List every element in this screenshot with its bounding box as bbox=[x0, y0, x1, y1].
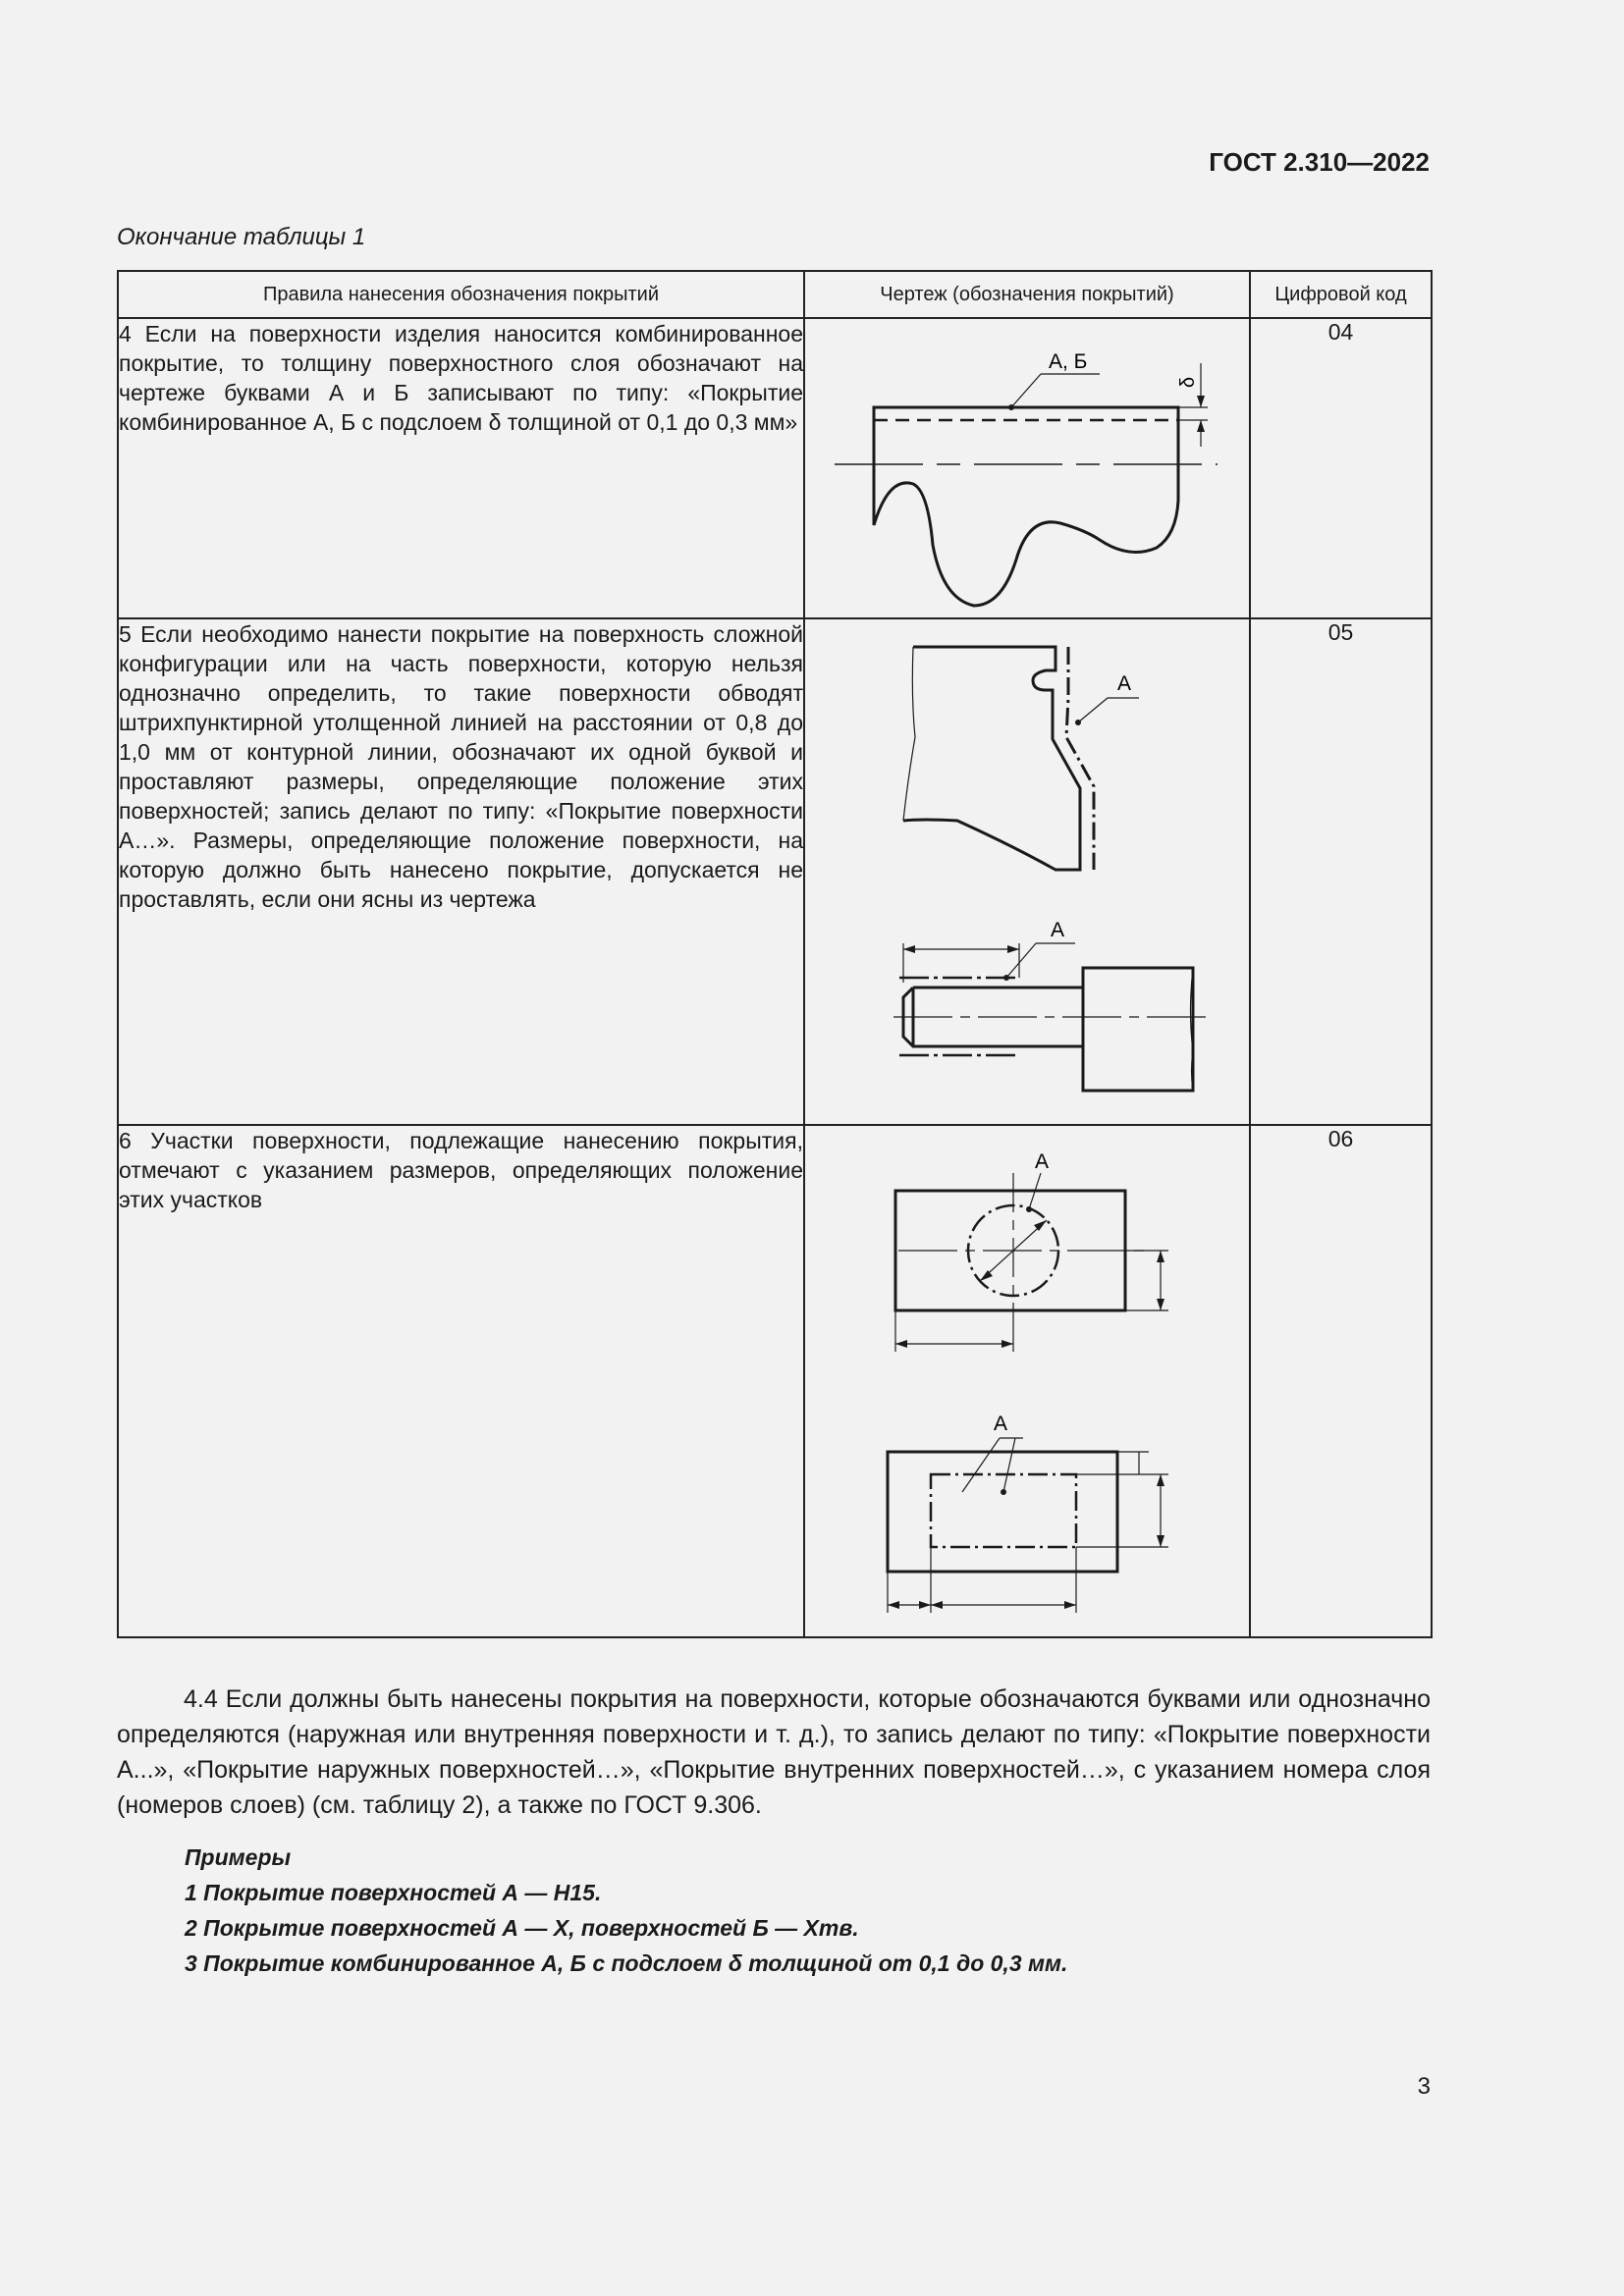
page-number: 3 bbox=[1417, 2073, 1431, 2100]
table-caption: Окончание таблицы 1 bbox=[117, 224, 366, 250]
label-a: А bbox=[994, 1413, 1008, 1435]
complex-surface-drawing bbox=[805, 619, 1247, 1122]
table-row bbox=[118, 1125, 1432, 1637]
rule-text: 4 Если на поверхности изделия наносится комбинированное покрытие, то толщину поверхностного слоя обозначают на чертеже буквами А и Б записывают по типу: «Покрытие комбинированное А, Б с подслоем δ толщиной от 0,1 до 0,3 мм» bbox=[118, 318, 804, 618]
delta-label: δ bbox=[1177, 376, 1199, 388]
example-item: 1 Покрытие поверхностей А — Н15. bbox=[185, 1880, 602, 1905]
example-item: 2 Покрытие поверхностей А — Х, поверхностей Б — Хтв. bbox=[185, 1915, 859, 1941]
drawing-cell bbox=[804, 1125, 1250, 1637]
rule-text: 5 Если необходимо нанести покрытие на поверхность сложной конфигурации или на часть поверхности, которую нельзя однозначно определить, то такие поверхности обводят штрихпунктирной утолщенной линией на расстоянии от 0,8 до 1,0 мм от контурной линии, обозначают их одной буквой и проставляют размеры, определяющие положение этих поверхностей; запись делают по типу: «Покрытие поверхности А…». Размеры, определяющие положение поверхности, на которую должно быть нанесено покрытие, допускается не проставлять, если они ясны из чертежа bbox=[118, 618, 804, 1125]
label-a: А bbox=[1117, 672, 1132, 695]
example-item: 3 Покрытие комбинированное А, Б с подслоем δ толщиной от 0,1 до 0,3 мм. bbox=[185, 1950, 1068, 1976]
column-header: Правила нанесения обозначения покрытий bbox=[118, 271, 804, 318]
coating-rules-table bbox=[117, 270, 1433, 1638]
label-a-b: А, Б bbox=[1049, 350, 1088, 373]
column-header: Цифровой код bbox=[1250, 271, 1432, 318]
standard-code: ГОСТ 2.310—2022 bbox=[1209, 147, 1430, 177]
drawing-cell bbox=[804, 318, 1250, 618]
column-header: Чертеж (обозначения покрытий) bbox=[804, 271, 1250, 318]
table-row bbox=[118, 318, 1432, 618]
surface-areas-drawing bbox=[805, 1126, 1247, 1634]
digital-code: 06 bbox=[1250, 1125, 1432, 1637]
digital-code: 04 bbox=[1250, 318, 1432, 618]
label-a: А bbox=[1035, 1150, 1050, 1173]
drawing-cell bbox=[804, 618, 1250, 1125]
table-header-row bbox=[118, 271, 1432, 318]
digital-code: 05 bbox=[1250, 618, 1432, 1125]
combined-coating-drawing bbox=[805, 319, 1247, 614]
label-a: А bbox=[1051, 919, 1065, 941]
examples-block bbox=[185, 1840, 1067, 1981]
table-row bbox=[118, 618, 1432, 1125]
paragraph-4-4: 4.4 Если должны быть нанесены покрытия на поверхности, которые обозначаются буквами или однозначно определяются (наружная или внутренняя поверхности и т. д.), то запись делают по типу: «Покрытие поверхности А...», «Покрытие наружных поверхностей…», «Покрытие внутренних поверхностей…», с указанием номера слоя (номеров слоев) (см. таблицу 2), а также по ГОСТ 9.306. bbox=[117, 1685, 1431, 1819]
examples-title: Примеры bbox=[185, 1844, 292, 1870]
rule-text: 6 Участки поверхности, подлежащие нанесению покрытия, отмечают с указанием размеров, определяющих положение этих участков bbox=[118, 1125, 804, 1637]
